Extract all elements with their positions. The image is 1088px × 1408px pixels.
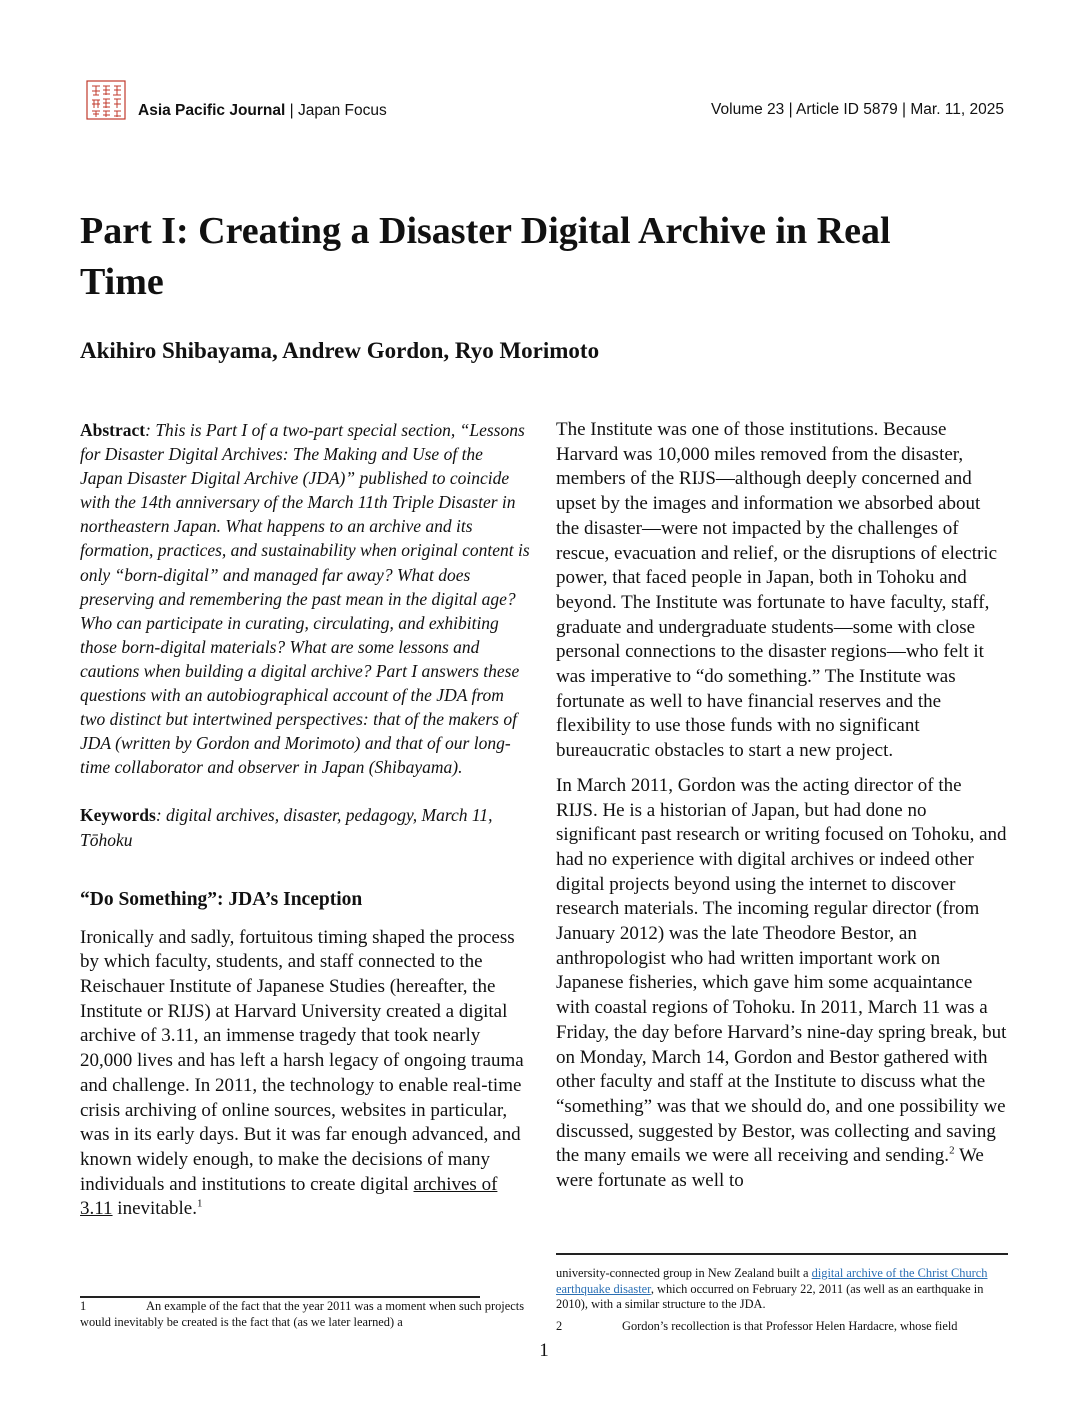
issue-info: Volume 23 | Article ID 5879 | Mar. 11, 2025	[711, 101, 1004, 118]
authors: Akihiro Shibayama, Andrew Gordon, Ryo Morimoto	[80, 338, 600, 363]
footnote-1-continued	[556, 1266, 1008, 1313]
journal-subtitle: Japan Focus	[297, 102, 387, 119]
paragraph-text: In March 2011, Gordon was the acting director of the RIJS. He is a historian of Japan, but had done no significant past research or writing focused on Tohoku, and had no experience with digital archives or indeed other digital projects beyond using the internet to discover research materials. The incoming regular director (from January 2012) was the late Theodore Bestor, an anthropologist who had written important work on Japanese fisheries, which gave him some acquaintance with coastal regions of Tohoku. In 2011, March 11 was a Friday, the day before Harvard’s nine-day spring break, but on Monday, March 14, Gordon and Bestor gathered with other faculty and staff at the Institute to discuss what the “something” was that we should do, and one possibility we discussed, suggested by Bestor, was collecting and saving the many emails we were all receiving and sending.	[556, 774, 1007, 1167]
footnotes-left	[80, 1299, 532, 1330]
footnote-text: Gordon’s recollection is that Professor Helen Hardacre, whose field	[622, 1318, 958, 1333]
keywords-colon: :	[155, 805, 167, 826]
footnote-2	[556, 1319, 1008, 1335]
journal-title: Asia Pacific Journal	[138, 102, 286, 119]
footnote-text: university-connected group in New Zealand built a	[556, 1266, 812, 1280]
footnote-ref[interactable]: 1	[196, 1198, 203, 1210]
paragraph-text: We were fortunate as well to	[556, 1145, 984, 1192]
abstract	[80, 418, 530, 779]
keywords	[80, 803, 530, 851]
footnote-text: , which occurred on February 22, 2011 (as well as an earthquake in 2010), with a similar structure to the JDA.	[556, 1281, 984, 1311]
paragraph-text: Ironically and sadly, fortuitous timing shaped the process by which faculty, students, and staff connected to the Reischauer Institute of Japanese Studies (hereafter, the Institute or RIJS) at Harvard University created a digital archive of 3.11, an immense tragedy that took nearly 20,000 lives and has left a harsh legacy of ongoing trauma and challenge. In 2011, the technology to enable real-time crisis archiving of online sources, websites in particular, was in its early days. But it was far enough advanced, and known widely enough, to make the decisions of many individuals and institutions to create digital	[80, 926, 524, 1195]
article-title: Part I: Creating a Disaster Digital Archive in Real Time	[80, 210, 891, 303]
left-column	[80, 418, 530, 1222]
journal-separator: |	[285, 102, 298, 119]
page-number: 1	[539, 1340, 549, 1361]
section-heading: “Do Something”: JDA’s Inception	[80, 888, 363, 910]
footnote-ref[interactable]: 2	[949, 1145, 955, 1158]
footnote-divider	[80, 1296, 480, 1298]
keywords-label: Keywords	[80, 805, 156, 826]
body-paragraph	[80, 926, 530, 1222]
footnote-number: 2	[556, 1318, 563, 1333]
christchurch-archive-link[interactable]: digital archive of the Christ Church earthquake disaster	[556, 1266, 988, 1296]
footnote-number: 1	[80, 1299, 87, 1313]
body-paragraph: The Institute was one of those institutions. Because Harvard was 10,000 miles removed from the disaster, members of the RIJS—although deeply concerned and upset by the images and information we absorbed about the disaster—were not impacted by the challenges of rescue, evacuation and relief, or the disruptions of electric power, that faced people in Japan, both in Tohoku and beyond. The Institute was fortunate to have faculty, staff, graduate and undergraduate students—some with close personal connections to the disaster regions—who felt it was imperative to “do something.” The Institute was fortunate as well to have financial reserves and the flexibility to use those funds with no significant bureaucratic obstacles to start a new project.	[556, 419, 998, 762]
footnote-1	[80, 1299, 532, 1330]
abstract-colon: :	[145, 420, 156, 440]
journal-name	[138, 102, 387, 120]
journal-seal-icon	[86, 80, 126, 120]
footnote-text: An example of the fact that the year 2011 was a moment when such projects would inevitably be created is the fact that (as we later learned) a	[80, 1299, 525, 1329]
abstract-label: Abstract	[80, 420, 146, 440]
footnotes-right	[556, 1266, 1008, 1334]
right-column	[556, 418, 1008, 1194]
abstract-text: This is Part I of a two-part special section, “Lessons for Disaster Digital Archives: The Making and Use of the Japan Disaster Digital Archive (JDA)” published to coincide with the 14th anniversary of the March 11th Triple Disaster in northeastern Japan. What happens to an archive and its formation, practices, and sustainability when original content is only “born-digital” and managed far away? What does preserving and remembering the past mean in the digital age? Who can participate in curating, circulating, and exhibiting those born-digital materials? What are some lessons and cautions when building a digital archive? Part I answers these questions with an autobiographical account of the JDA from two distinct but intertwined perspectives: that of the makers of JDA (written by Gordon and Morimoto) and that of our long-time collaborator and observer in Japan (Shibayama).	[80, 420, 530, 778]
page-header	[86, 80, 1004, 120]
footnote-divider	[556, 1253, 1008, 1255]
paragraph-text: inevitable.	[112, 1198, 197, 1220]
body-paragraph	[556, 774, 1008, 1194]
keywords-text: digital archives, disaster, pedagogy, March 11, Tōhoku	[80, 805, 493, 850]
archives-link[interactable]: archives of 3.11	[80, 1173, 498, 1220]
